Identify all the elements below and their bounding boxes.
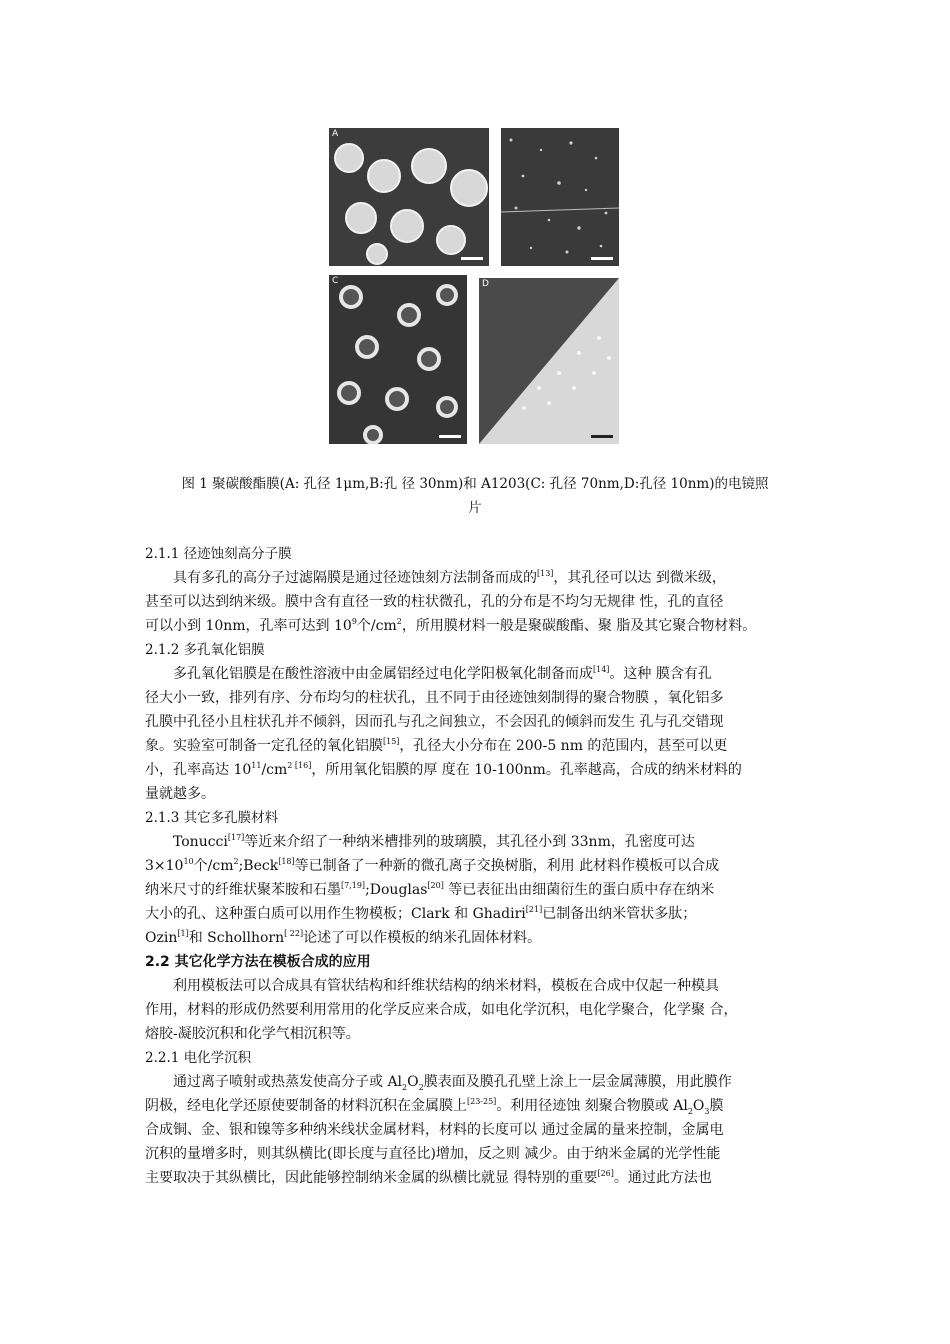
paragraph: 利用模板法可以合成具有管状结构和纤维状结构的纳米材料，模板在合成中仅起一种模具 作用，材料的形成仍然要利用常用的化学反应来合成，如电化学沉积，电化学聚合，化学聚 合， 熔胶-凝胶沉积和化学气相沉积等。 [145,978,738,1042]
citation: [1] [177,929,189,938]
section-heading: 2.1.2 多孔氧化铝膜 [145,642,265,658]
section-heading: 2.2 其它化学方法在模板合成的应用 [145,954,371,970]
caption-line: 图 1 聚碳酸酯膜(A: 孔径 1μm,B:孔 径 30nm)和 A1203(C: 孔径 70nm,D:孔径 10nm)的电镜照 [181,476,769,492]
panel-c-image [329,275,467,444]
citation: [13] [537,569,554,578]
citation: 2 [16] [287,761,312,770]
panel-b-scale-bar [591,257,613,260]
panel-b [501,128,619,266]
citation: [7,19] [341,881,366,890]
paragraph: 通过离子喷射或热蒸发使高分子或 $Al_2O_2$膜表面及膜孔孔壁上涂上一层金属薄膜，用此膜作 阴极，经电化学还原使要制备的材料沉积在金属膜上[23-25]。利用径迹蚀 刻聚合物膜或 $Al_2O_3$膜 合成铜、金、银和镍等多种纳米线状金属材料，材料的长度可以 通过金属的量来控制，金属电 沉积的量增多时，则其纵横比(即长度与直径比)增加，反之则 减少。由于纳米金属的光学性能 主要取决于其纵横比，因此能够控制纳米金属的纵横比就显 得特别的重要[26]。通过此方法也 [145,1074,732,1186]
paragraph: 多孔氧化铝膜是在酸性溶液中由金属铝经过电化学阳极氧化制备而成[14]。这种 膜含有孔 径大小一致，排列有序、分布均匀的柱状孔，且不同于由径迹蚀刻制得的聚合物膜 ，氧化铝多 孔膜中孔径小且柱状孔并不倾斜，因而孔与孔之间独立，不会因孔的倾斜而发生 孔与孔交错现 象。实验室可制备一定孔径的氧化铝膜[15]，孔径大小分布在 200-5 nm 的范围内，甚至可以更 小，孔率高达 $10^{11}/cm^{2 [16]}$，所用氧化铝膜的厚 度在 10-100nm。孔率越高，合成的纳米材料的 量就越多。 [145,665,742,802]
citation: [17] [227,833,245,842]
section-heading: 2.2.1 电化学沉积 [145,1050,252,1066]
citation: [15] [383,737,400,746]
citation: [21] [525,905,543,914]
citation: [23-25] [467,1097,497,1106]
panel-a [329,128,489,266]
citation: [26] [597,1169,614,1178]
panel-a-image [329,128,489,266]
panel-a-letter: A [332,129,339,139]
citation: [18] [278,857,295,866]
panel-d [479,278,619,444]
body-text [145,542,815,1190]
section-heading: 2.1.3 其它多孔膜材料 [145,810,279,826]
section-heading: 2.1.1 径迹蚀刻高分子膜 [145,546,292,562]
panel-d-scale-bar [591,435,613,438]
paragraph: 具有多孔的高分子过滤隔膜是通过径迹蚀刻方法制备而成的[13]，其孔径可以达 到微米级， 甚至可以达到纳米级。膜中含有直径一致的柱状微孔，孔的分布是不均匀无规律 性，孔的直径 可以小到 10nm，孔率可达到 $10^9$个$/cm^2$，所用膜材料一般是聚碳酸酯、聚 脂及其它聚合物材料。 [145,569,757,634]
paragraph: Tonucci[17]等近来介绍了一种纳米槽排列的玻璃膜，其孔径小到 33nm，孔密度可达 $3\times 10^{10}$个$/cm^2;Beck[18]$等已制备了一种新的微孔离子交换树脂，利用 此材料作模板可以合成 纳米尺寸的纤维状聚苯胺和石墨[7,19];Douglas[20] 等已表征出由细菌衍生的蛋白质中存在纳米 大小的孔、这种蛋白质可以用作生物模板；Clark 和 Ghadiri[21]已制备出纳米管状多肽； Ozin[1]和 Schollhorn[ 22]论述了可以作模板的纳米孔固体材料。 [145,833,720,946]
panel-c-letter: C [332,276,339,286]
sem-figure [329,128,619,444]
citation: [20] [427,881,444,890]
panel-d-letter: D [482,279,489,289]
figure-caption [140,472,810,520]
panel-d-image [479,278,619,444]
caption-line: 片 [468,500,482,516]
panel-b-image [501,128,619,266]
citation: [ 22] [284,929,304,938]
panel-a-scale-bar [461,257,483,260]
panel-c-scale-bar [439,435,461,438]
citation: [14] [593,665,610,674]
panel-c [329,275,467,444]
